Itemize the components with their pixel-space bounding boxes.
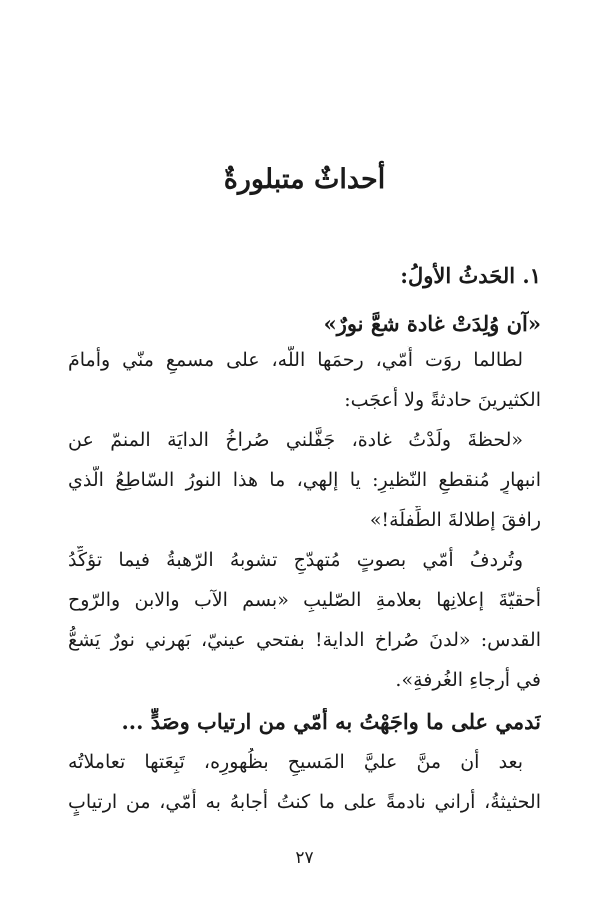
paragraph-line: رافقَ إطلالةَ الطِّفلَة!» bbox=[369, 509, 541, 531]
chapter-title: أحداثٌ متبلورةٌ bbox=[223, 164, 386, 195]
paragraph-line: وتُردفُ أمّي بصوتٍ مُتهدّجٍ تشوبهُ الرّهبةُ فيما تؤكِّدُ bbox=[68, 549, 523, 571]
section-heading: ١. الحَدثُ الأولُ: bbox=[400, 263, 541, 288]
subheading-birth-light: «آن وُلِدَتْ غادة شعَّ نورٌ» bbox=[323, 311, 541, 336]
paragraph-line: القدس: «لدنَ صُراخ الداية! بفتحي عينيّ، بَهرني نورٌ يَشعُّ bbox=[68, 629, 541, 651]
paragraph-line: الحثيثةُ، أراني نادمةً على ما كنتُ أجابهُ به أُمّي، من ارتيابٍ bbox=[68, 791, 541, 813]
subheading-regret: نَدمي على ما واجَهْتُ به أُمّي من ارتياب وصَدٍّ ... bbox=[121, 709, 541, 734]
paragraph-line: الكثيرينَ حادثةً ولا أَعجَب: bbox=[344, 389, 541, 411]
paragraph-line: انبهارٍ مُنقطعِ النّظيرِ: يا إلهي، ما هذا النورُ السّاطِعُ الّذي bbox=[68, 469, 541, 491]
paragraph-line: أحقيّةَ إعلانِها بعلامةِ الصّليبِ «بسم الآب والابن والرّوح bbox=[68, 589, 541, 611]
paragraph-line: «لحظةَ ولَدْتُ غادة، جَفَّلني صُراخُ الدايَة المنمّ عن bbox=[68, 429, 523, 451]
paragraph-line: لطالما روَت أُمّي، رحمَها اللّه، على مسمعٍ منّي وأمامَ bbox=[68, 349, 523, 371]
page-number: ٢٧ bbox=[295, 848, 314, 868]
paragraph-line: في أرجاءِ الغُرفةِ». bbox=[395, 669, 541, 691]
paragraph-line: بعد أن منَّ عليَّ المَسيحِ بظُهورِه، تَبِعَتها تعاملاتُه bbox=[68, 751, 523, 773]
